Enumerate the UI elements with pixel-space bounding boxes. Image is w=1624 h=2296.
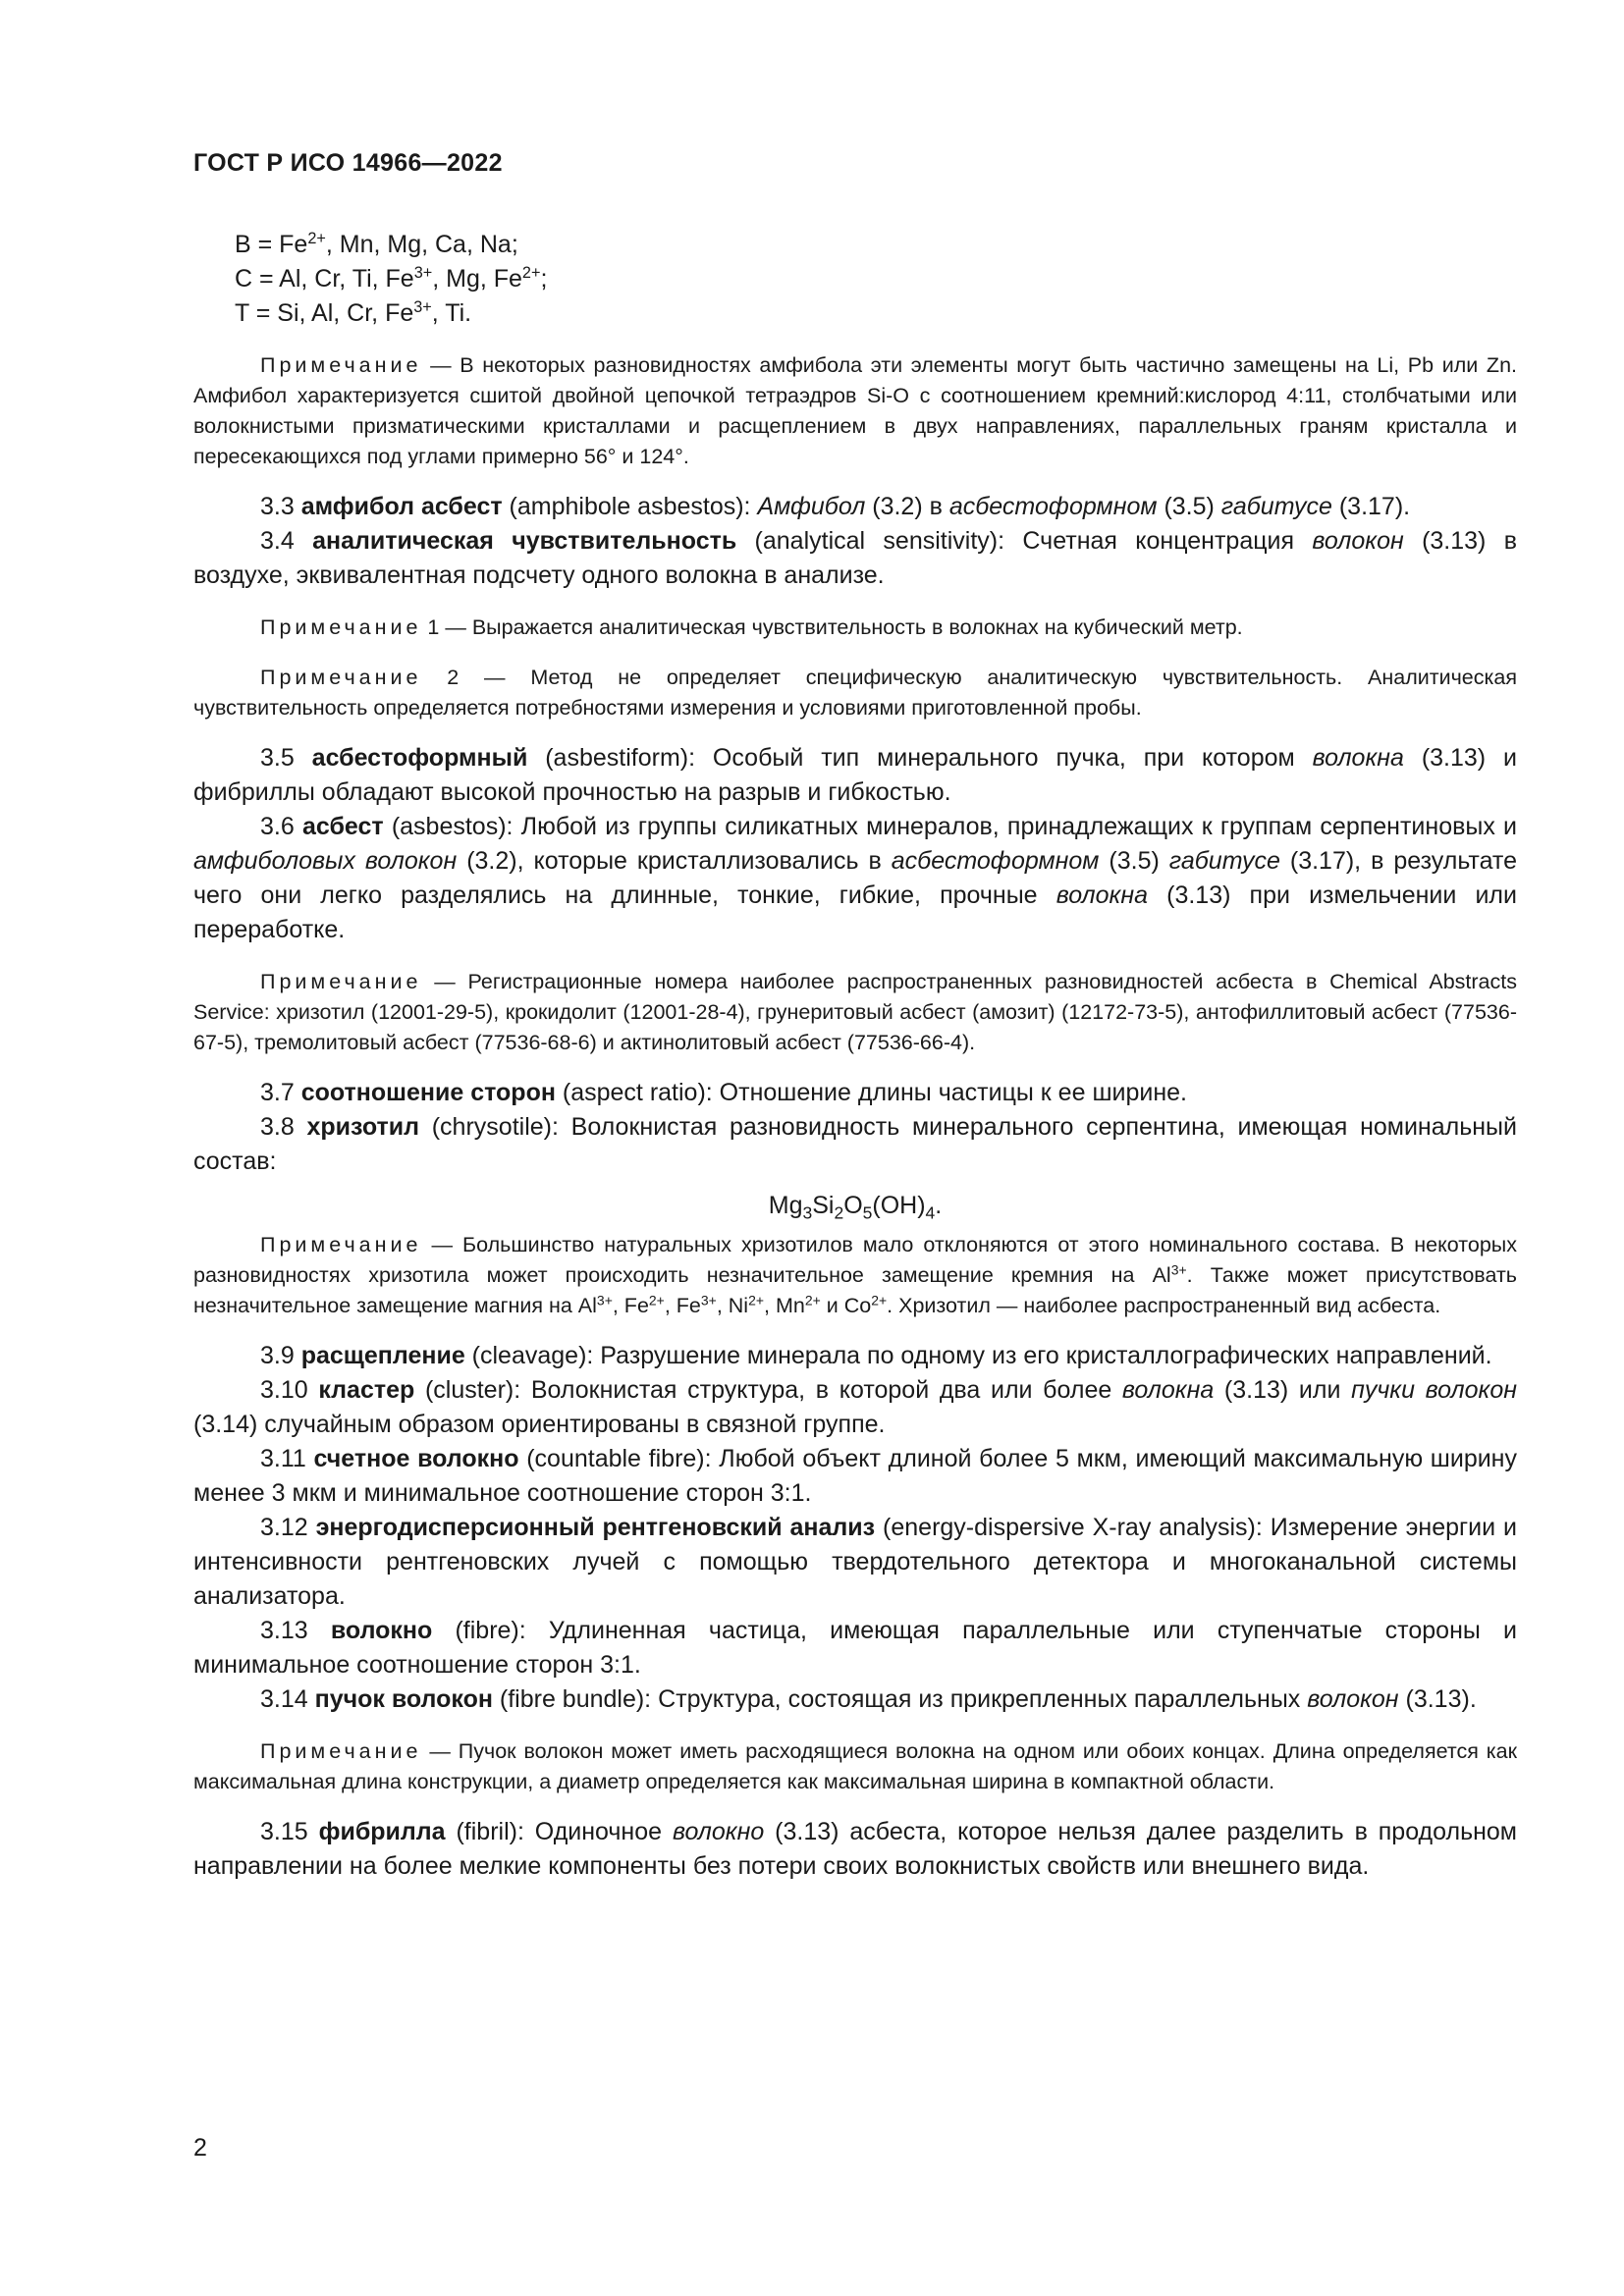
term-3-7: 3.7 соотношение сторон (aspect ratio): Отношение длины частицы к ее ширине. — [260, 1079, 1187, 1106]
term-3-15: 3.15 фибрилла (fibril): Одиночное волокно (3.13) асбеста, которое нельзя далее разделить в продольном направлении на более мелкие компоненты без потери своих волокнистых свойств или внешнего вида. — [193, 1818, 1517, 1880]
chrysotile-formula: $Mg_3Si_2O_5(OH)_4$. — [768, 1192, 943, 1223]
term-3-3: 3.3 амфибол асбест (amphibole asbestos): Амфибол (3.2) в асбестоформном (3.5) габитусе (3.17). — [260, 493, 1411, 520]
note-3-4-1: Примечание 1 — Выражается аналитическая чувствительность в волокнах на кубический метр. — [260, 615, 1243, 639]
term-3-4: 3.4 аналитическая чувствительность (analytical sensitivity): Счетная концентрация волокон (3.13) в воздухе, эквивалентная подсчету одного волокна в анализе. — [193, 527, 1517, 589]
note-3-8: Примечание — Большинство натуральных хризотилов мало отклоняются от этого номинального состава. В некоторых разновидностях хризотила может происходить незначительное замещение кремния на $Al^{3+}$. Также может присутствовать незначительное замещение магния на $Al^{3+}$, $Fe^{2+}$, $Fe^{3+}$, $Ni^{2+}$, $Mn^{2+}$ и $Co^{2+}$. Хризотил — наиболее распространенный вид асбеста. — [193, 1233, 1517, 1317]
term-3-12: 3.12 энергодисперсионный рентгеновский анализ (energy-dispersive X-ray analysis): Измерение энергии и интенсивности рентгеновских лучей с помощью твердотельного детектора и многоканальной системы анализатора. — [193, 1514, 1517, 1610]
note-amphibole: Примечание — В некоторых разновидностях амфибола эти элементы могут быть частично замещены на Li, Pb или Zn. Амфибол характеризуется сшитой двойной цепочкой тетраэдров Si-O с соотношением кремний:кислород 4:11, столбчатыми или волокнистыми призматическими кристаллами и расщеплением в двух направлениях, параллельных граням кристалла и пересекающихся под углами примерно 56° и 124°. — [193, 353, 1517, 468]
term-3-10: 3.10 кластер (cluster): Волокнистая структура, в которой два или более волокна (3.13) или пучки волокон (3.14) случайным образом ориентированы в связной группе. — [193, 1376, 1517, 1438]
term-3-11: 3.11 счетное волокно (countable fibre): Любой объект длиной более 5 мкм, имеющий максимальную ширину менее 3 мкм и минимальное соотношение сторон 3:1. — [193, 1445, 1517, 1507]
term-3-13: 3.13 волокно (fibre): Удлиненная частица, имеющая параллельные или ступенчатые стороны и минимальное соотношение сторон 3:1. — [193, 1617, 1517, 1679]
document-body — [193, 228, 1517, 1884]
formula-block — [193, 228, 1517, 331]
note-3-14: Примечание — Пучок волокон может иметь расходящиеся волокна на одном или обоих концах. Длина определяется как максимальная длина конструкции, а диаметр определяется как максимальная ширина в компактной области. — [193, 1739, 1517, 1793]
term-3-6: 3.6 асбест (asbestos): Любой из группы силикатных минералов, принадлежащих к группам серпентиновых и амфиболовых волокон (3.2), которые кристаллизовались в асбестоформном (3.5) габитусе (3.17), в результате чего они легко разделялись на длинные, тонкие, гибкие, прочные волокна (3.13) при измельчении или переработке. — [193, 813, 1518, 943]
page-number: 2 — [193, 2134, 207, 2162]
term-3-8: 3.8 хризотил (chrysotile): Волокнистая разновидность минерального серпентина, имеющая номинальный состав: — [193, 1113, 1517, 1175]
note-3-4-2: Примечание 2 — Метод не определяет специфическую аналитическую чувствительность. Аналитическая чувствительность определяется потребностями измерения и условиями приготовленной пробы. — [193, 666, 1517, 720]
term-3-14: 3.14 пучок волокон (fibre bundle): Структура, состоящая из прикрепленных параллельных волокон (3.13). — [260, 1685, 1477, 1713]
note-3-6: Примечание — Регистрационные номера наиболее распространенных разновидностей асбеста в Chemical Abstracts Service: хризотил (12001-29-5), крокидолит (12001-28-4), грунеритовый асбест (амозит) (12172-73-5), антофиллитовый асбест (77536-67-5), тремолитовый асбест (77536-68-6) и актинолитовый асбест (77536-66-4). — [193, 970, 1517, 1054]
formula-line-b: $B = Fe^{2+}$, Mn, Mg, Ca, Na; — [235, 230, 518, 258]
term-3-5: 3.5 асбестоформный (asbestiform): Особый тип минерального пучка, при котором волокна (3.13) и фибриллы обладают высокой прочностью на разрыв и гибкостью. — [193, 744, 1517, 806]
formula-line-t: T = Si, Al, Cr, $Fe^{3+}$, Ti. — [235, 298, 472, 327]
document-header: ГОСТ Р ИСО 14966—2022 — [193, 149, 503, 177]
term-3-9: 3.9 расщепление (cleavage): Разрушение минерала по одному из его кристаллографических направлений. — [260, 1342, 1492, 1369]
formula-line-c: C = Al, Cr, Ti, $Fe^{3+}$, Mg, $Fe^{2+}$; — [235, 264, 548, 293]
